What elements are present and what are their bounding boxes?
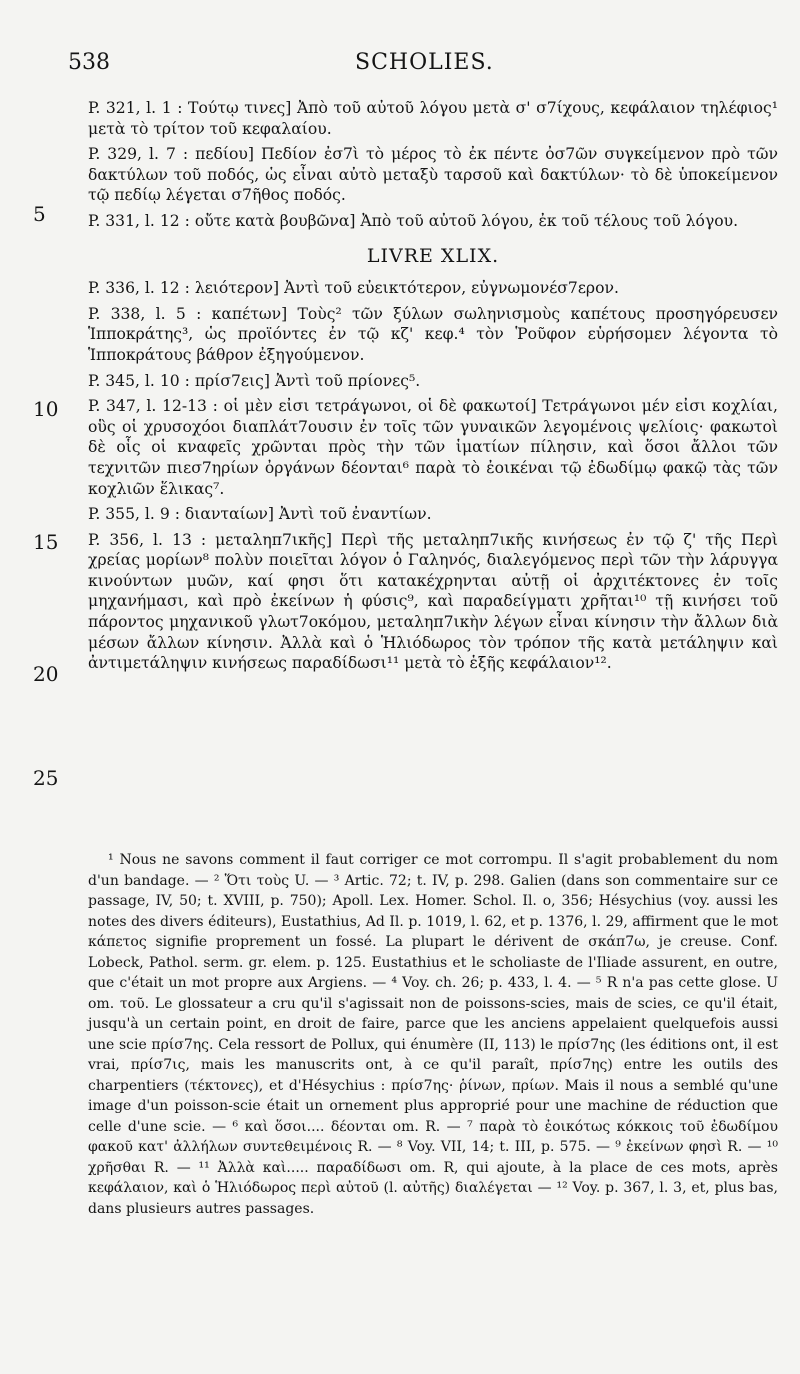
- footnote-text: ¹ Nous ne savons comment il faut corriger ce mot corrompu. Il s'agit probablement du nom d'un bandage. — ² Ὅτι τοὺς U. — ³ Artic. 72; t. IV, p. 298. Galien (dans son commentaire sur ce passage, IV, 50; t. XVIII, p. 750); Apoll. Lex. Homer. Schol. Il. ο, 356; Hésychius (voy. aussi les notes des divers éditeurs), Eustathius, Ad Il. p. 1019, l. 62, et p. 1376, l. 29, affirment que le mot κάπετος signifie proprement un fossé. La plupart le dérivent de σκάπ7ω, je creuse. Conf. Lobeck, Pathol. serm. gr. elem. p. 125. Eustathius et le scholiaste de l'Iliade assurent, en outre, que c'était un mot propre aux Argiens. — ⁴ Voy. ch. 26; p. 433, l. 4. — ⁵ R n'a pas cette glose. U om. τοῦ. Le glossateur a cru qu'il s'agissait non de poissons-scies, mais de scies, ce qu'il était, jusqu'à un certain point, en droit de faire, parce que les anciens appelaient quelquefois aussi une scie πρίσ7ης. Cela ressort de Pollux, qui énumère (II, 113) le πρίσ7ης (les éditions ont, il est vrai, πρίσ7ις, mais les manuscrits ont, à ce qu'il paraît, πρίσ7ης) entre les outils des charpentiers (τέκτονες), et d'Hésychius : πρίσ7ης· ῥίνων, πρίων. Mais il nous a semblé qu'une image d'un poisson-scie était un ornement plus approprié pour une machine de réduction que celle d'une scie. — ⁶ καὶ ὅσοι.... δέονται om. R. — ⁷ παρὰ τὸ ἐοικότως κόκκοις τοῦ ἐδωδίμου φακοῦ κατ' ἀλλήλων συντεθειμένοις R. — ⁸ Voy. VII, 14; t. III, p. 575. — ⁹ ἐκείνων φησὶ R. — ¹⁰ χρῆσθαι R. — ¹¹ Ἀλλὰ καὶ..... παραδίδωσι om. R, qui ajoute, à la place de ces mots, après κεφάλαιον, καὶ ὁ Ἡλιόδωρος περὶ αὐτοῦ (l. αὐτῆς) διαλέγεται — ¹² Voy. p. 367, l. 3, et, plus bas, dans plusieurs autres passages.: [88, 852, 778, 1217]
- line-number: 10: [33, 397, 59, 421]
- scholia-text: [88, 98, 778, 679]
- scholion-entry: P. 331, l. 12 : οὔτε κατὰ βουβῶνα] Ἀπὸ τοῦ αὐτοῦ λόγου, ἐκ τοῦ τέλους τοῦ λόγου.: [88, 211, 739, 230]
- page-number: 538: [68, 50, 110, 75]
- scholion-entry: P. 338, l. 5 : καπέτων] Τοὺς² τῶν ξύλων σωληνισμοὺς καπέτους προσηγόρευσεν Ἱπποκράτης³, ὡς προϊόντες ἐν τῷ κζ' κεφ.⁴ τὸν Ῥοῦφον εὑρήσομεν λέγοντα τὸ Ἱπποκράτους βάθρον ἐξηγούμενον.: [88, 304, 778, 364]
- scholion-entry: P. 355, l. 9 : διανταίων] Ἀντὶ τοῦ ἐναντίων.: [88, 505, 432, 524]
- scholion-entry: P. 347, l. 12-13 : οἱ μὲν εἰσι τετράγωνοι, οἱ δὲ φακωτοί] Τετράγωνοι μέν εἰσι κοχλίαι, οὓς οἱ χρυσοχόοι διαπλάτ7ουσιν ἐν τοῖς τῶν γυναικῶν λεγομένοις ψελίοις· φακωτοὶ δὲ οἷς οἱ κναφεῖς χρῶνται πρὸς τὴν τῶν ἱματίων πίλησιν, καὶ ὅσοι ἄλλοι τῶν τεχνιτῶν πιεσ7ηρίων ὀργάνων δέονται⁶ παρὰ τὸ ἐοικέναι τῷ ἐδωδίμῳ φακῷ τὰς τῶν κοχλιῶν ἕλικας⁷.: [88, 397, 778, 498]
- footnotes: [88, 850, 778, 1219]
- scholion-entry: P. 321, l. 1 : Τούτῳ τινες] Ἀπὸ τοῦ αὐτοῦ λόγου μετὰ σ' σ7ίχους, κεφάλαιον τηλέφιος¹ μετὰ τὸ τρίτον τοῦ κεφαλαίου.: [88, 99, 778, 138]
- running-head: SCHOLIES.: [355, 50, 494, 75]
- line-number: 25: [33, 766, 59, 790]
- line-number: 5: [33, 202, 46, 226]
- scholion-entry: P. 356, l. 13 : μεταληπ7ικῆς] Περὶ τῆς μεταληπ7ικῆς κινήσεως ἐν τῷ ζ' τῆς Περὶ χρείας μορίων⁸ πολὺν ποιεῖται λόγον ὁ Γαληνός, διαλεγόμενος περὶ τῶν τὴν λάρυγγα κινούντων μυῶν, καί φησι ὅτι κατακέχρηνται αὐτῇ οἱ ἀρχιτέκτονες ἐν τοῖς μηχανήμασι, καὶ πρὸ ἐκείνων ἡ φύσις⁹, καὶ παραδείγματι χρῆται¹⁰ τῇ κινήσει τοῦ πάροντος μηχανικοῦ γλωτ7οκόμου, μεταληπ7ικὴν λέγων εἶναι κίνησιν τὴν ἄλλων διὰ μέσων ἄλλων κίνησιν. Ἀλλὰ καὶ ὁ Ἡλιόδωρος τὸν τρόπον τῆς κατὰ μετάληψιν καὶ ἀντιμετάληψιν κινήσεως παραδίδωσι¹¹ μετὰ τὸ ἑξῆς κεφάλαιον¹².: [88, 530, 778, 673]
- scholion-entry: P. 336, l. 12 : λειότερον] Ἀντὶ τοῦ εὐεικτότερον, εὐγνωμονέσ7ερον.: [88, 279, 619, 298]
- section-title: LIVRE XLIX.: [366, 244, 500, 267]
- scholion-entry: P. 329, l. 7 : πεδίου] Πεδίον ἐσ7ὶ τὸ μέρος τὸ ἐκ πέντε ὀσ7ῶν συγκείμενον πρὸ τῶν δακτύλων τοῦ ποδός, ὡς εἶναι αὐτὸ μεταξὺ ταρσοῦ καὶ δακτύλων· τὸ δὲ ὑποκείμενον τῷ πεδίῳ λέγεται σ7ῆθος ποδός.: [88, 145, 778, 205]
- line-number: 15: [33, 530, 59, 554]
- scholion-entry: P. 345, l. 10 : πρίσ7εις] Ἀντὶ τοῦ πρίονες⁵.: [88, 371, 421, 390]
- line-number: 20: [33, 662, 59, 686]
